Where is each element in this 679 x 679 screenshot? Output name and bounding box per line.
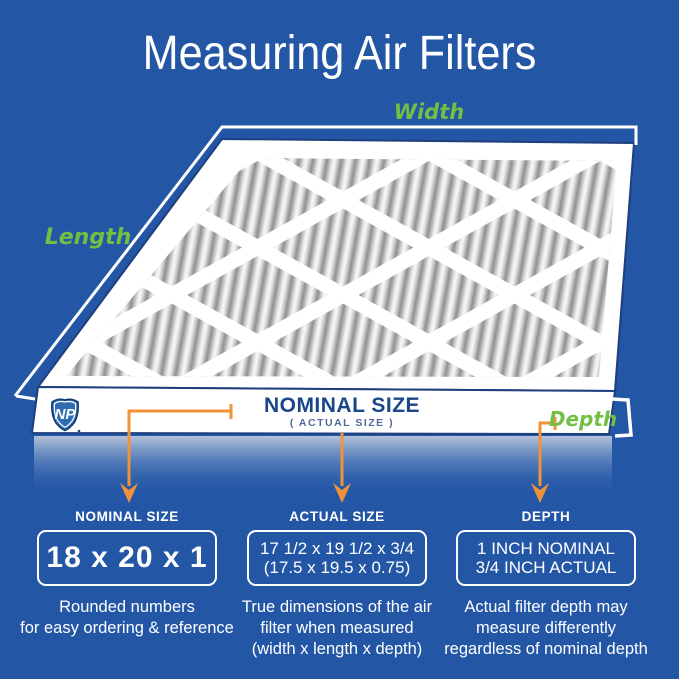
column-description [230,597,444,660]
nominal-size-print: NOMINAL SIZE [263,394,421,417]
actual-size-value-box [247,530,427,586]
width-dimension-label: Width [393,100,465,124]
nominal-size-value-box [37,530,217,586]
size-value: 1 INCH NOMINAL [477,539,615,558]
actual-size-column [230,509,444,660]
description-line: True dimensions of the air [241,598,433,616]
depth-dimension-label: Depth [548,407,618,431]
length-dimension-label: Length [44,225,132,250]
size-value: (17.5 x 19.5 x 0.75) [263,558,411,577]
description-line: Rounded numbers [59,598,195,616]
registered-mark-dot [78,430,81,433]
description-line: Actual filter depth may [464,598,628,616]
actual-size-print: ( ACTUAL SIZE ) [289,417,395,429]
description-line: for easy ordering & reference [20,619,234,637]
size-value: 17 1/2 x 19 1/2 x 3/4 [259,539,415,558]
filter-front-label [232,395,452,430]
size-value: 3/4 INCH ACTUAL [475,558,617,577]
column-description [20,597,234,639]
column-header: ACTUAL SIZE [289,509,385,524]
description-line: filter when measured [260,619,414,637]
description-line: (width x length x depth) [251,640,423,658]
column-description [439,597,653,660]
size-value: 18 x 20 x 1 [46,541,208,574]
nominal-size-column [20,509,234,639]
brand-logo-text: NP [54,406,76,423]
column-header: DEPTH [521,509,571,524]
page-title: Measuring Air Filters [142,27,537,80]
depth-value-box [456,530,636,586]
depth-column [439,509,653,660]
filter-reflection [34,436,612,498]
description-line: regardless of nominal depth [444,640,648,658]
column-header: NOMINAL SIZE [75,509,179,524]
description-line: measure differently [475,619,617,637]
